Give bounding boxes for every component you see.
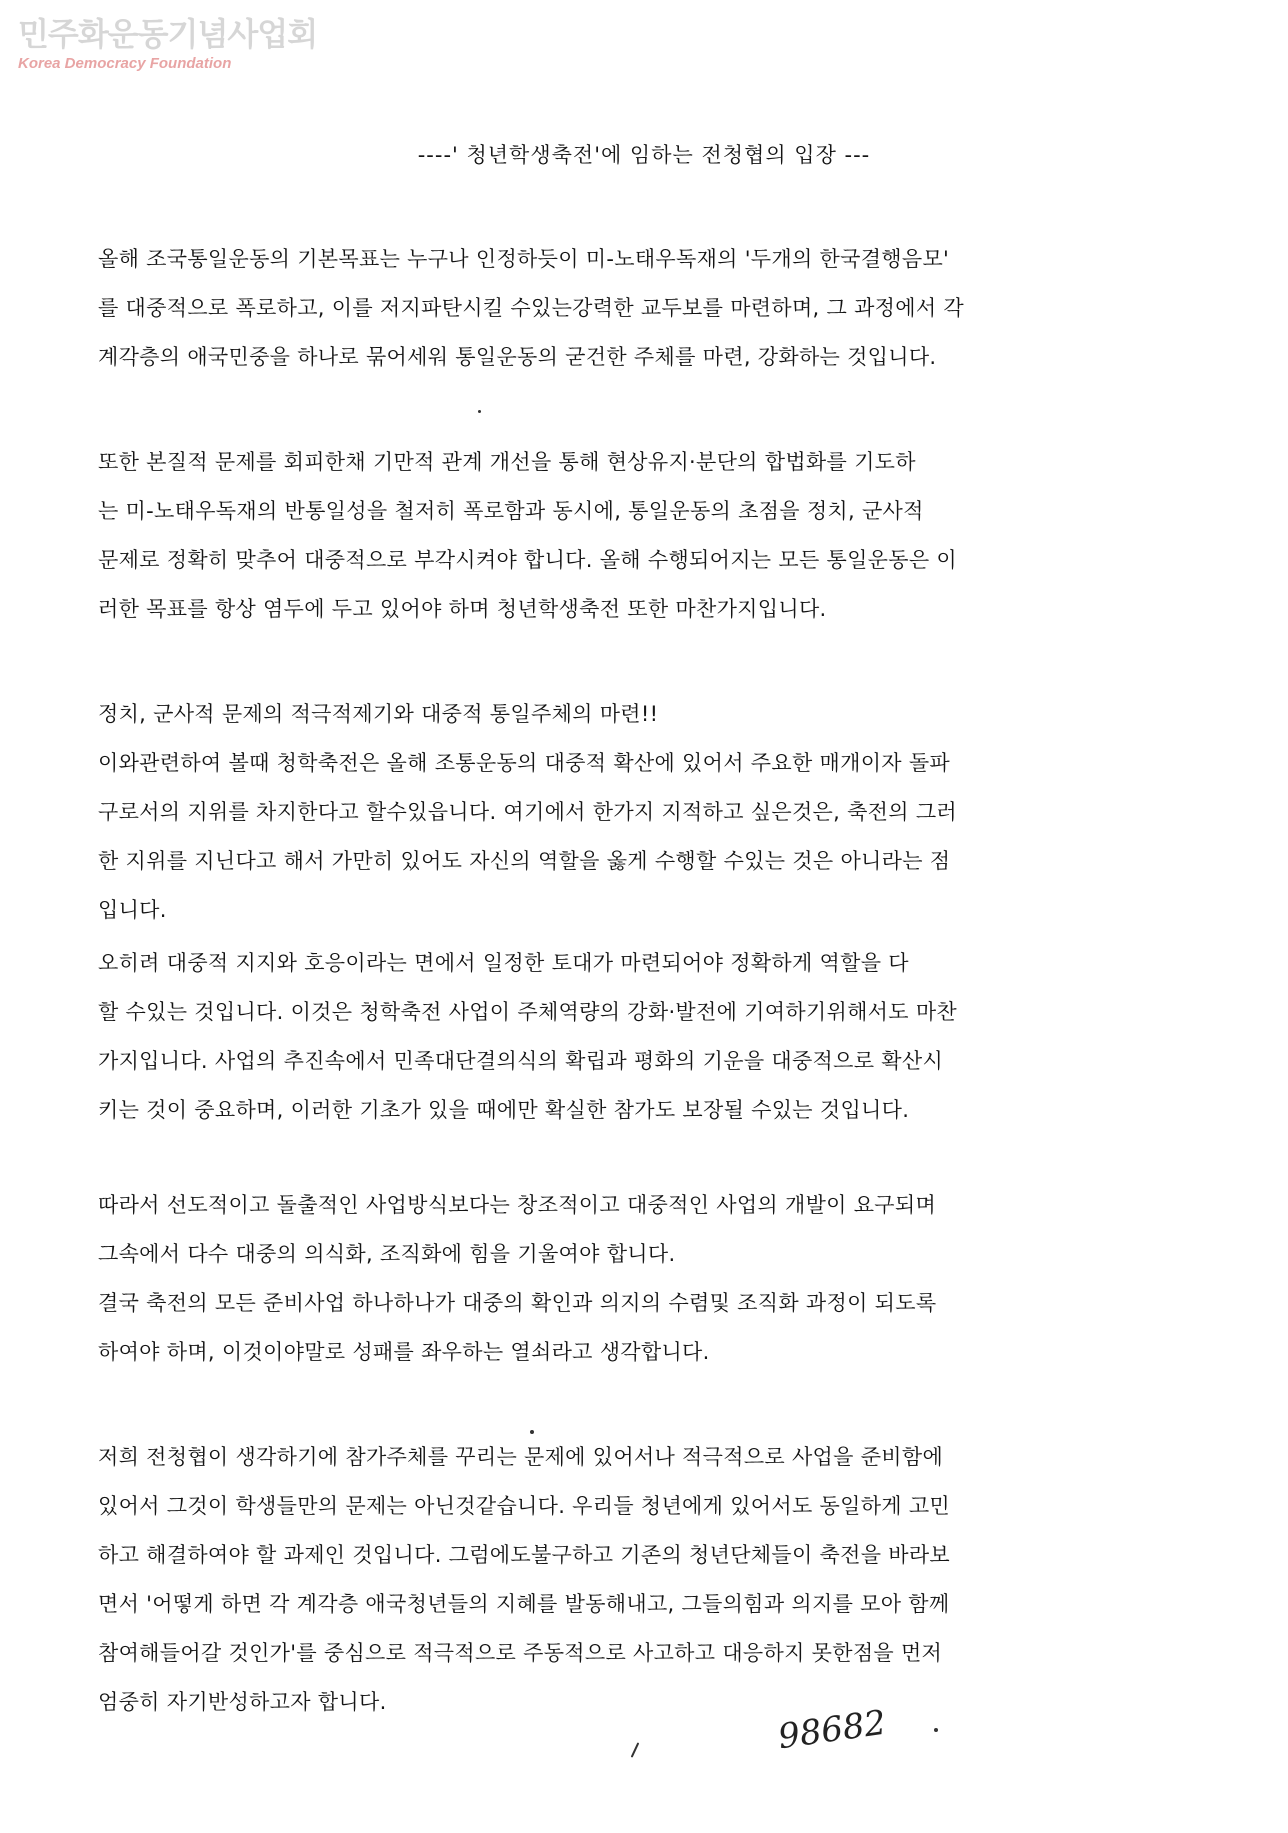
document-title: ----' 청년학생축전'에 임하는 전청협의 입장 --- <box>417 143 871 167</box>
text-line: 그속에서 다수 대중의 의식화, 조직화에 힘을 기울여야 합니다. <box>98 1242 676 1266</box>
text-line: 러한 목표를 항상 염두에 두고 있어야 하며 청년학생축전 또한 마찬가지입니다. <box>98 597 827 621</box>
watermark-logo <box>18 14 318 74</box>
text-line: 올해 조국통일운동의 기본목표는 누구나 인정하듯이 미-노태우독재의 '두개의 한국결행음모' <box>98 247 950 271</box>
text-line: 하고 해결하여야 할 과제인 것입니다. 그럼에도불구하고 기존의 청년단체들이 축전을 바라보 <box>98 1543 951 1567</box>
text-line: 는 미-노태우독재의 반통일성을 철저히 폭로함과 동시에, 통일운동의 초점을 정치, 군사적 <box>98 499 924 523</box>
paragraph-2 <box>98 438 1228 634</box>
text-line: 구로서의 지위를 차지한다고 할수있읍니다. 여기에서 한가지 지적하고 싶은것은, 축전의 그러 <box>98 800 957 824</box>
document-body <box>98 235 1228 1727</box>
section-heading: 정치, 군사적 문제의 적극적제기와 대중적 통일주체의 마련!! <box>98 702 659 726</box>
text-line: 엄중히 자기반성하고자 합니다. <box>98 1690 387 1714</box>
text-line: 한 지위를 지닌다고 해서 가만히 있어도 자신의 역할을 옳게 수행할 수있는 것은 아니라는 점 <box>98 849 951 873</box>
paragraph-1 <box>98 235 1228 382</box>
text-line: 면서 '어떻게 하면 각 계각층 애국청년들의 지혜를 발동해내고, 그들의힘과 의지를 모아 함께 <box>98 1592 950 1616</box>
text-line: 오히려 대중적 지지와 호응이라는 면에서 일정한 토대가 마련되어야 정확하게 역할을 다 <box>98 951 909 975</box>
paragraph-5 <box>98 1181 1228 1377</box>
text-line: 이와관련하여 볼때 청학축전은 올해 조통운동의 대중적 확산에 있어서 주요한 매개이자 돌파 <box>98 751 951 775</box>
paragraph-4 <box>98 939 1228 1135</box>
text-line: 를 대중적으로 폭로하고, 이를 저지파탄시킬 수있는강력한 교두보를 마련하며, 그 과정에서 각 <box>98 296 964 320</box>
watermark-english-text: Korea Democracy Foundation <box>18 55 232 72</box>
text-line: 입니다. <box>98 898 167 922</box>
text-line: 따라서 선도적이고 돌출적인 사업방식보다는 창조적이고 대중적인 사업의 개발이 요구되며 <box>98 1193 937 1217</box>
handwritten-page-number: 98682 <box>775 1702 889 1758</box>
text-line: 결국 축전의 모든 준비사업 하나하나가 대중의 확인과 의지의 수렴및 조직화 과정이 되도록 <box>98 1291 937 1315</box>
scan-speck <box>530 1430 534 1434</box>
text-line: 하여야 하며, 이것이야말로 성패를 좌우하는 열쇠라고 생각합니다. <box>98 1340 710 1364</box>
watermark-korean-text: 민주화운동기념사업회 <box>18 15 318 53</box>
text-line: 문제로 정확히 맞추어 대중적으로 부각시켜야 합니다. 올해 수행되어지는 모든 통일운동은 이 <box>98 548 957 572</box>
scan-speck <box>934 1728 938 1732</box>
text-line: 참여해들어갈 것인가'를 중심으로 적극적으로 주동적으로 사고하고 대응하지 못한점을 먼저 <box>98 1641 943 1665</box>
paragraph-3 <box>98 690 1228 935</box>
scan-speck <box>478 410 481 413</box>
scan-speck <box>631 1742 640 1757</box>
paragraph-6 <box>98 1433 1228 1727</box>
text-line: 키는 것이 중요하며, 이러한 기초가 있을 때에만 확실한 참가도 보장될 수있는 것입니다. <box>98 1098 910 1122</box>
text-line: 저희 전청협이 생각하기에 참가주체를 꾸리는 문제에 있어서나 적극적으로 사업을 준비함에 <box>98 1445 944 1469</box>
text-line: 있어서 그것이 학생들만의 문제는 아닌것같습니다. 우리들 청년에게 있어서도 동일하게 고민 <box>98 1494 951 1518</box>
text-line: 가지입니다. 사업의 추진속에서 민족대단결의식의 확립과 평화의 기운을 대중적으로 확산시 <box>98 1049 944 1073</box>
text-line: 계각층의 애국민중을 하나로 묶어세워 통일운동의 굳건한 주체를 마련, 강화하는 것입니다. <box>98 345 937 369</box>
text-line: 또한 본질적 문제를 회피한채 기만적 관계 개선을 통해 현상유지·분단의 합법화를 기도하 <box>98 450 916 474</box>
text-line: 할 수있는 것입니다. 이것은 청학축전 사업이 주체역량의 강화·발전에 기여하기위해서도 마찬 <box>98 1000 957 1024</box>
